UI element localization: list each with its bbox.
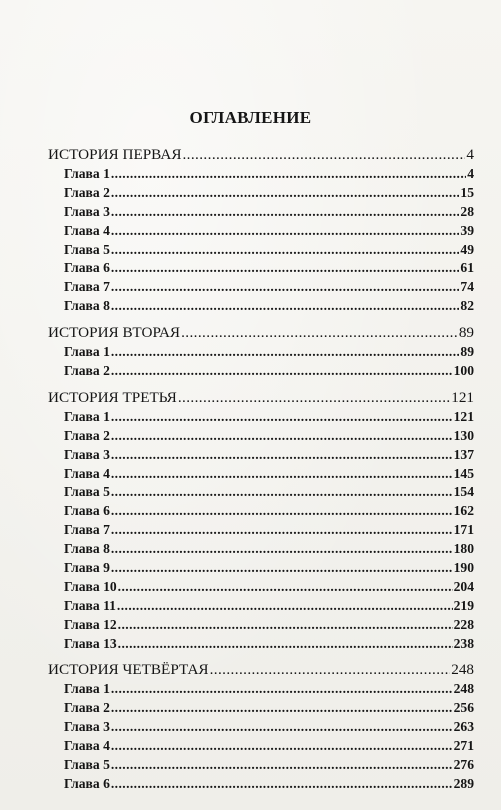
- chapter-label: Глава 1: [64, 166, 110, 181]
- chapter-page-number: 162: [453, 503, 474, 519]
- toc-chapter: [48, 447, 474, 466]
- toc-part-4: [48, 661, 474, 681]
- dot-leader: [181, 324, 458, 342]
- dot-leader: [111, 541, 453, 557]
- dot-leader: [111, 204, 460, 220]
- chapter-page-number: 74: [460, 279, 474, 295]
- chapter-label: Глава 2: [64, 363, 110, 379]
- toc-chapter: [48, 242, 474, 261]
- chapter-page-number: 15: [460, 184, 474, 200]
- part-page-number: 248: [451, 661, 474, 679]
- chapter-page-number: 82: [460, 298, 474, 314]
- toc-chapter: [48, 560, 474, 579]
- dot-leader: [111, 503, 453, 519]
- chapter-page-number: 171: [453, 522, 474, 538]
- chapter-page-number: 219: [453, 597, 474, 613]
- part-title: ИСТОРИЯ ПЕРВАЯ: [48, 146, 182, 163]
- dot-leader: [111, 560, 453, 576]
- dot-leader: [111, 700, 453, 716]
- toc-chapter: [48, 757, 474, 776]
- toc-chapter: [48, 541, 474, 560]
- chapter-page-number: 289: [453, 775, 474, 791]
- toc-chapter: [48, 719, 474, 738]
- chapter-label: Глава 8: [64, 541, 110, 557]
- dot-leader: [111, 409, 453, 425]
- chapter-label: Глава 7: [64, 279, 110, 295]
- dot-leader: [111, 522, 453, 538]
- part-title: ИСТОРИЯ ВТОРАЯ: [48, 324, 181, 342]
- dot-leader: [111, 776, 453, 792]
- chapter-page-number: 276: [453, 757, 474, 773]
- toc-chapter: [48, 700, 474, 719]
- chapter-label: Глава 6: [64, 775, 110, 791]
- toc-title: ОГЛАВЛЕНИЕ: [189, 108, 312, 127]
- dot-leader: [111, 757, 453, 773]
- chapter-label: Глава 5: [64, 484, 110, 500]
- toc-chapter: [48, 185, 474, 204]
- toc-chapter: [48, 279, 474, 298]
- chapter-label: Глава 2: [64, 427, 110, 443]
- chapter-page-number: 263: [453, 719, 474, 735]
- toc-chapter: [48, 409, 474, 428]
- chapter-label: Глава 3: [64, 446, 110, 462]
- toc-chapter: [48, 738, 474, 757]
- dot-leader: [118, 579, 453, 595]
- chapter-page-number: 39: [460, 222, 474, 238]
- chapter-label: Глава 2: [64, 184, 110, 200]
- chapter-label: Глава 3: [64, 719, 110, 735]
- chapter-label: Глава 1: [64, 344, 110, 360]
- chapter-page-number: 180: [453, 541, 474, 557]
- dot-leader: [111, 428, 453, 444]
- part-title: ИСТОРИЯ ТРЕТЬЯ: [48, 388, 177, 406]
- toc-chapter: [48, 579, 474, 598]
- toc-chapter: [48, 204, 474, 223]
- chapter-page-number: 238: [453, 635, 474, 651]
- chapter-page-number: 190: [453, 560, 474, 576]
- chapter-label: Глава 13: [64, 635, 117, 651]
- chapter-page-number: 49: [460, 241, 474, 257]
- chapter-label: Глава 2: [64, 700, 110, 716]
- chapter-label: Глава 4: [64, 465, 110, 481]
- toc-chapter: [48, 466, 474, 485]
- chapter-page-number: 204: [453, 578, 474, 594]
- dot-leader: [182, 146, 465, 164]
- dot-leader: [111, 363, 453, 379]
- chapter-label: Глава 9: [64, 560, 110, 576]
- chapter-label: Глава 5: [64, 757, 110, 773]
- chapter-page-number: 28: [460, 203, 474, 219]
- dot-leader: [111, 223, 460, 239]
- dot-leader: [111, 166, 466, 182]
- dot-leader: [111, 447, 453, 463]
- chapter-page-number: 228: [453, 616, 474, 632]
- part-title: ИСТОРИЯ ЧЕТВЁРТАЯ: [48, 661, 209, 679]
- dot-leader: [111, 298, 460, 314]
- chapter-page-number: 256: [453, 700, 474, 716]
- dot-leader: [111, 719, 453, 735]
- toc-chapter: [48, 344, 474, 363]
- toc-chapter: [48, 681, 474, 700]
- dot-leader: [111, 260, 460, 276]
- chapter-label: Глава 12: [64, 616, 117, 632]
- chapter-page-number: 130: [453, 427, 474, 443]
- part-page-number: 121: [451, 388, 474, 406]
- chapter-label: Глава 7: [64, 522, 110, 538]
- toc-chapter: [48, 484, 474, 503]
- toc-part-1: [48, 146, 474, 166]
- dot-leader: [118, 636, 453, 652]
- chapter-page-number: 89: [460, 344, 474, 360]
- dot-leader: [117, 598, 453, 614]
- part-page-number: 89: [458, 324, 474, 342]
- toc-list: [48, 146, 474, 795]
- dot-leader: [111, 738, 453, 754]
- chapter-page-number: 137: [453, 446, 474, 462]
- toc-part-3: [48, 389, 474, 409]
- part-page-number: 4: [466, 146, 474, 163]
- chapter-label: Глава 5: [64, 241, 110, 257]
- chapter-label: Глава 1: [64, 681, 110, 697]
- chapter-label: Глава 11: [64, 597, 116, 613]
- toc-chapter: [48, 636, 474, 655]
- dot-leader: [118, 617, 453, 633]
- chapter-label: Глава 10: [64, 578, 117, 594]
- toc-chapter: [48, 298, 474, 317]
- toc-chapter: [48, 260, 474, 279]
- chapter-page-number: 248: [453, 681, 474, 697]
- chapter-label: Глава 4: [64, 222, 110, 238]
- chapter-page-number: 271: [453, 738, 474, 754]
- chapter-page-number: 145: [453, 465, 474, 481]
- toc-chapter: [48, 617, 474, 636]
- dot-leader: [111, 484, 453, 500]
- chapter-label: Глава 6: [64, 503, 110, 519]
- toc-chapter: [48, 503, 474, 522]
- dot-leader: [111, 242, 460, 258]
- dot-leader: [111, 344, 460, 360]
- dot-leader: [111, 185, 460, 201]
- dot-leader: [178, 389, 450, 407]
- chapter-label: Глава 8: [64, 298, 110, 314]
- chapter-page-number: 61: [460, 260, 474, 276]
- chapter-label: Глава 3: [64, 203, 110, 219]
- toc-chapter: [48, 598, 474, 617]
- toc-part-2: [48, 324, 474, 344]
- toc-chapter: [48, 166, 474, 185]
- dot-leader: [210, 661, 451, 679]
- chapter-label: Глава 4: [64, 738, 110, 754]
- chapter-page-number: 121: [453, 408, 474, 424]
- chapter-page-number: 4: [467, 166, 474, 181]
- chapter-page-number: 154: [453, 484, 474, 500]
- chapter-page-number: 100: [453, 363, 474, 379]
- toc-chapter: [48, 363, 474, 382]
- toc-chapter: [48, 522, 474, 541]
- dot-leader: [111, 279, 460, 295]
- dot-leader: [111, 466, 453, 482]
- toc-chapter: [48, 223, 474, 242]
- dot-leader: [111, 681, 453, 697]
- chapter-label: Глава 1: [64, 408, 110, 424]
- toc-chapter: [48, 776, 474, 795]
- toc-chapter: [48, 428, 474, 447]
- chapter-label: Глава 6: [64, 260, 110, 276]
